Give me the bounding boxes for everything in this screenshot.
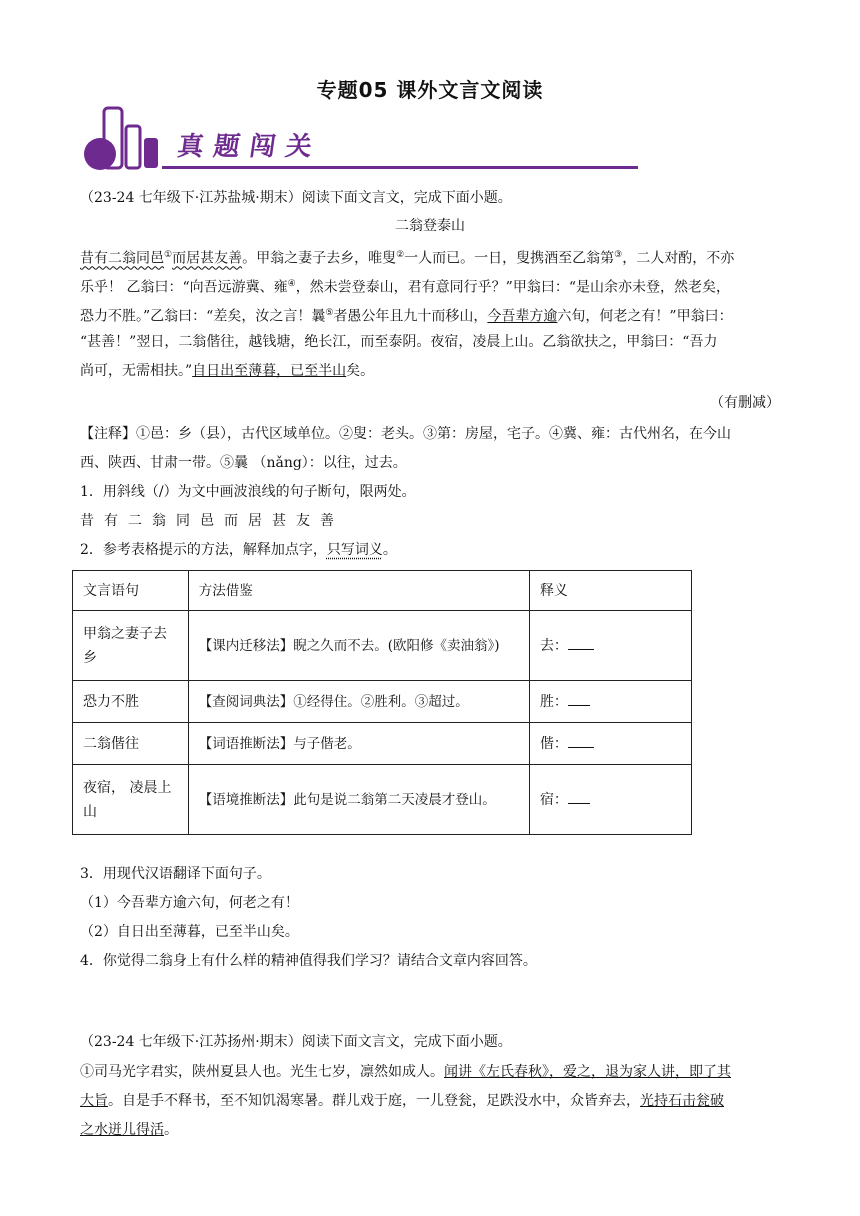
table-cell: 夜宿， 凌晨上山: [73, 765, 189, 835]
notes-line-1: 【注释】①邑：乡（县），古代区域单位。②叟：老头。③第：房屋，宅子。④冀、雍：古代州名，在今山: [80, 426, 731, 442]
underlined-sentence: 今吾辈方逾: [487, 308, 558, 325]
passage-text: 者愚公年且九十而移山，: [333, 308, 488, 325]
char: 同: [176, 513, 190, 529]
source-note: （有删减）: [710, 395, 780, 411]
table-header: 文言语句: [73, 571, 189, 611]
char: 二: [128, 513, 142, 529]
char: 昔: [80, 513, 94, 529]
section2-line-2: [80, 1087, 780, 1116]
table-cell: [529, 611, 691, 681]
char: 居: [248, 513, 262, 529]
passage-text: ，二人对酌，不亦: [622, 250, 735, 267]
section2-line-3: [80, 1116, 780, 1145]
passage-text: 矣。: [346, 363, 375, 379]
table-cell: 恐力不胜: [73, 681, 189, 723]
question-1-chars: [80, 507, 780, 536]
underlined-sentence: 之水迸儿得活: [80, 1122, 164, 1138]
question-text: 。: [382, 542, 397, 558]
passage-text: ①司马光字君实，陕州夏县人也。光生七岁，凛然如成人。: [80, 1064, 444, 1080]
question-3: 3．用现代汉语翻译下面句子。: [80, 866, 271, 882]
table-row: [73, 765, 692, 835]
wavy-sentence-part2: 而居甚友善: [172, 250, 243, 267]
notes-line-2: 西、陕西、甘肃一带。⑤曩 （nǎng）：以往，过去。: [80, 455, 407, 471]
char: 而: [224, 513, 238, 529]
passage-line-3: [80, 299, 780, 332]
passage-line-5: [80, 357, 780, 386]
underlined-sentence: 大旨: [80, 1093, 108, 1109]
question-3-1: （1）今吾辈方逾六旬，何老之有！: [80, 895, 299, 911]
section2-line-1: [80, 1058, 780, 1087]
table-row: [73, 723, 692, 765]
char: 翁: [152, 513, 166, 529]
char: 邑: [200, 513, 214, 529]
passage-line-4: “甚善！”翌日，二翁偕往，越钱塘，绝长江，而至泰阴。夜宿，凌晨上山。乙翁欲扶之，甲翁曰：“吾力: [80, 334, 718, 350]
underlined-sentence: 自日出至薄暮，已至半山: [192, 363, 347, 379]
wavy-sentence-part1: 昔有二翁同邑: [80, 250, 164, 267]
table-header: 释义: [529, 571, 691, 611]
gloss-label: 胜：: [539, 693, 568, 710]
table-row: [73, 611, 692, 681]
gloss-label: 去：: [539, 637, 568, 654]
dotted-text: 只写词义: [326, 542, 383, 558]
gloss-label: 宿：: [539, 791, 568, 808]
passage-text: 。甲翁之妻子去乡，唯叟: [242, 250, 397, 267]
section-banner: [82, 104, 642, 174]
footnote-marker: ④: [287, 279, 296, 289]
underlined-sentence: 光持石击瓮破: [640, 1093, 724, 1109]
question-1: 1．用斜线（/）为文中画波浪线的句子断句，限两处。: [80, 484, 416, 500]
table-cell: 【词语推断法】与子偕老。: [188, 723, 529, 765]
footnote-marker: ⑤: [325, 308, 334, 318]
answer-blank[interactable]: [568, 635, 594, 650]
section2-intro: （23-24 七年级下·江苏扬州·期末）阅读下面文言文，完成下面小题。: [80, 1034, 512, 1050]
table-cell: 【课内迁移法】睨之久而不去。(欧阳修《卖油翁》): [188, 611, 529, 681]
page-title: 专题05 课外文言文阅读: [316, 78, 544, 102]
footnote-marker: ③: [614, 250, 623, 260]
question-4: 4．你觉得二翁身上有什么样的精神值得我们学习？请结合文章内容回答。: [80, 953, 537, 969]
footnote-marker: ①: [164, 250, 173, 260]
passage-text: 尚可，无需相扶。”: [80, 363, 193, 379]
passage-text: 乐乎！ 乙翁曰：“向吾远游冀、雍: [80, 279, 288, 296]
table-cell: 二翁偕往: [73, 723, 189, 765]
answer-blank[interactable]: [568, 789, 590, 804]
char: 善: [320, 513, 334, 529]
answer-blank[interactable]: [568, 733, 594, 748]
question-text: 2．参考表格提示的方法，解释加点字，: [80, 542, 327, 558]
passage-text: 。: [164, 1122, 178, 1138]
method-table: [72, 570, 692, 835]
question-3-2: （2）自日出至薄暮，已至半山矣。: [80, 924, 299, 940]
char: 甚: [272, 513, 286, 529]
char: 有: [104, 513, 118, 529]
table-cell: [529, 723, 691, 765]
passage-line-1: [80, 241, 780, 274]
table-header-row: [73, 571, 692, 611]
passage-line-2: [80, 270, 780, 303]
passage-text: ，然未尝登泰山，君有意同行乎？”甲翁曰：“是山余亦未登，然老矣，: [295, 279, 731, 296]
answer-blank[interactable]: [568, 691, 590, 706]
passage-title: 二翁登泰山: [395, 218, 465, 234]
question-2: [80, 536, 780, 565]
banner-logo-icon: [82, 104, 162, 174]
table-cell: [529, 765, 691, 835]
passage-text: 恐力不胜。”乙翁曰：“差矣，汝之言！曩: [80, 308, 326, 325]
table-row: [73, 681, 692, 723]
section1-intro: （23-24 七年级下·江苏盐城·期末）阅读下面文言文，完成下面小题。: [80, 190, 512, 206]
gloss-label: 偕：: [539, 735, 568, 752]
table-header: 方法借鉴: [188, 571, 529, 611]
banner-divider: [162, 166, 638, 169]
passage-text: 。自是手不释书，至不知饥渴寒暑。群儿戏于庭，一儿登瓮，足跌没水中，众皆弃去，: [108, 1093, 640, 1109]
passage-text: 六旬，何老之有！”甲翁曰：: [557, 308, 733, 325]
char: 友: [296, 513, 310, 529]
footnote-marker: ②: [396, 250, 405, 260]
table-cell: [529, 681, 691, 723]
table-cell: 【查阅词典法】①经得住。②胜利。③超过。: [188, 681, 529, 723]
passage-text: 一人而已。一日，叟携酒至乙翁第: [404, 250, 615, 267]
banner-text: 真题闯关: [175, 132, 324, 162]
table-cell: 【语境推断法】此句是说二翁第二天凌晨才登山。: [188, 765, 529, 835]
table-cell: 甲翁之妻子去乡: [73, 611, 189, 681]
underlined-sentence: 闻讲《左氏春秋》，爱之，退为家人讲，即了其: [444, 1064, 731, 1080]
